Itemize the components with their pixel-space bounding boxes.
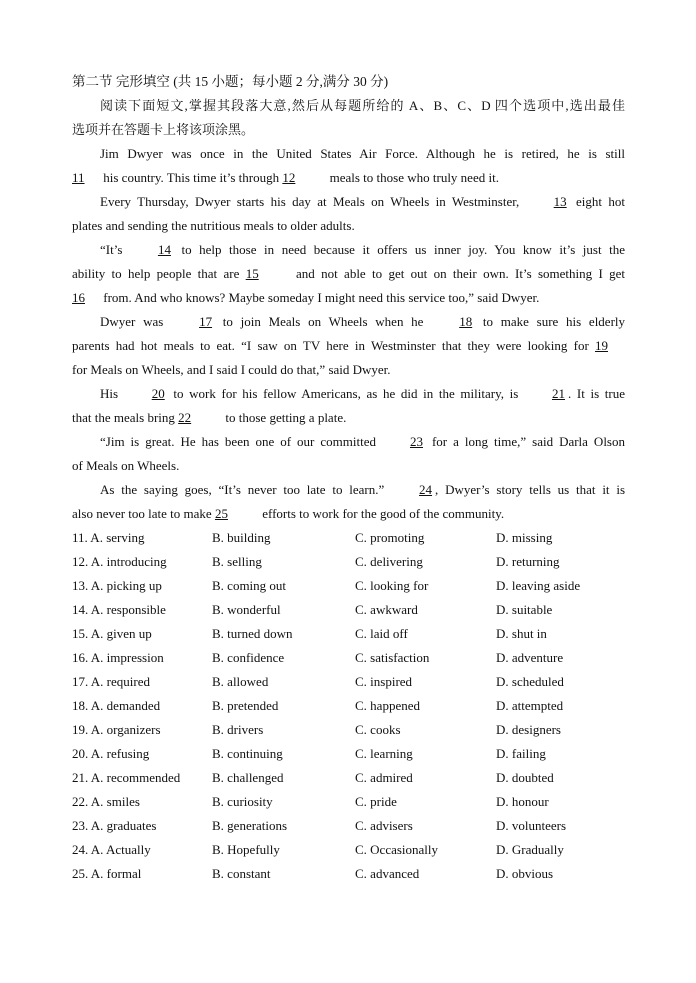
option-d: D. missing <box>496 530 553 545</box>
blank-19: 19 <box>595 338 608 353</box>
paragraph-4-line-1: Dwyer was 17 to join Meals on Wheels when he 18 to make sure his elderly <box>72 310 625 334</box>
option-a: 15. A. given up <box>72 626 152 641</box>
option-c: C. promoting <box>355 530 425 545</box>
blank-12: 12 <box>282 170 296 185</box>
paragraph-5-line-2: that the meals bring 22 to those getting a plate. <box>72 406 625 430</box>
blank-23: 23 <box>409 434 423 449</box>
option-b: B. building <box>212 530 271 545</box>
section-title: 第二节 完形填空 (共 15 小题；每小题 2 分,满分 30 分) <box>72 74 389 89</box>
blank-21: 21 <box>551 386 565 401</box>
option-a: 22. A. smiles <box>72 794 140 809</box>
option-row <box>72 838 625 862</box>
option-b: B. drivers <box>212 722 264 737</box>
option-d: D. designers <box>496 722 561 737</box>
options-list <box>72 526 625 886</box>
option-c: C. inspired <box>355 674 413 689</box>
option-a: 20. A. refusing <box>72 746 150 761</box>
option-row <box>72 646 625 670</box>
option-b: B. Hopefully <box>212 842 280 857</box>
blank-22: 22 <box>178 410 192 425</box>
option-d: D. attempted <box>496 698 564 713</box>
option-a: 13. A. picking up <box>72 578 162 593</box>
option-b: B. confidence <box>212 650 285 665</box>
paragraph-2-line-2: plates and sending the nutritious meals to older adults. <box>72 218 355 233</box>
instruction-line-1: 阅读下面短文,掌握其段落大意,然后从每题所给的 A、B、C、D 四个选项中,选出最佳 <box>100 98 625 113</box>
option-row <box>72 574 625 598</box>
option-a: 16. A. impression <box>72 650 164 665</box>
option-row <box>72 814 625 838</box>
blank-25: 25 <box>214 506 228 521</box>
option-d: D. Gradually <box>496 842 564 857</box>
instruction-line-2: 选项并在答题卡上将该项涂黑。 <box>72 122 255 137</box>
option-b: B. allowed <box>212 674 269 689</box>
option-a: 11. A. serving <box>72 530 145 545</box>
option-d: D. suitable <box>496 602 553 617</box>
option-d: D. returning <box>496 554 560 569</box>
blank-20: 20 <box>151 386 165 401</box>
paragraph-7-line-1: As the saying goes, “It’s never too late to learn.” 24 , Dwyer’s story tells us that it is <box>72 478 625 502</box>
option-c: C. delivering <box>355 554 423 569</box>
option-row <box>72 766 625 790</box>
option-c: C. awkward <box>355 602 418 617</box>
paragraph-3-line-3: 16 from. And who knows? Maybe someday I might need this service too,” said Dwyer. <box>72 286 625 310</box>
cloze-section <box>72 70 625 886</box>
paragraph-7-line-2: also never too late to make 25 efforts to work for the good of the community. <box>72 502 625 526</box>
option-d: D. volunteers <box>496 818 567 833</box>
option-row <box>72 694 625 718</box>
blank-15: 15 <box>245 266 259 281</box>
option-c: C. satisfaction <box>355 650 430 665</box>
option-b: B. wonderful <box>212 602 281 617</box>
option-row <box>72 670 625 694</box>
blank-16: 16 <box>72 290 85 305</box>
option-c: C. advanced <box>355 866 420 881</box>
option-row <box>72 550 625 574</box>
option-a: 23. A. graduates <box>72 818 157 833</box>
option-b: B. challenged <box>212 770 284 785</box>
option-b: B. constant <box>212 866 271 881</box>
paragraph-2-line-1: Every Thursday, Dwyer starts his day at Meals on Wheels in Westminster, 13 eight hot <box>72 190 625 214</box>
option-d: D. obvious <box>496 866 554 881</box>
option-b: B. continuing <box>212 746 283 761</box>
blank-13: 13 <box>553 194 567 209</box>
paragraph-4-line-3: for Meals on Wheels, and I said I could do that,” said Dwyer. <box>72 362 391 377</box>
option-a: 12. A. introducing <box>72 554 167 569</box>
option-c: C. laid off <box>355 626 408 641</box>
option-a: 25. A. formal <box>72 866 142 881</box>
option-c: C. looking for <box>355 578 429 593</box>
option-d: D. doubted <box>496 770 554 785</box>
option-d: D. adventure <box>496 650 564 665</box>
option-a: 19. A. organizers <box>72 722 161 737</box>
option-a: 18. A. demanded <box>72 698 161 713</box>
option-d: D. scheduled <box>496 674 564 689</box>
paragraph-6-line-1: “Jim is great. He has been one of our committed 23 for a long time,” said Darla Olson <box>72 430 625 454</box>
option-row <box>72 598 625 622</box>
option-d: D. leaving aside <box>496 578 581 593</box>
option-c: C. Occasionally <box>355 842 439 857</box>
paragraph-1-line-2: 11 his country. This time it’s through 12 meals to those who truly need it. <box>72 166 625 190</box>
blank-14: 14 <box>157 242 171 257</box>
blank-24: 24 <box>419 482 433 497</box>
option-d: D. honour <box>496 794 549 809</box>
paragraph-6-line-2: of Meals on Wheels. <box>72 458 180 473</box>
option-c: C. learning <box>355 746 413 761</box>
paragraph-4-line-2: parents had hot meals to eat. “I saw on TV here in Westminster that they were looking for 19 <box>72 334 625 358</box>
paragraph-3-line-2: ability to help people that are 15 and not able to get out on their own. It’s something I get <box>72 262 625 286</box>
option-d: D. failing <box>496 746 546 761</box>
paragraph-5-line-1: His 20 to work for his fellow Americans, as he did in the military, is 21 . It is true <box>72 382 625 406</box>
option-b: B. turned down <box>212 626 293 641</box>
option-row <box>72 742 625 766</box>
option-b: B. coming out <box>212 578 287 593</box>
option-b: B. selling <box>212 554 262 569</box>
option-a: 24. A. Actually <box>72 842 151 857</box>
option-a: 21. A. recommended <box>72 770 181 785</box>
option-d: D. shut in <box>496 626 547 641</box>
option-c: C. happened <box>355 698 420 713</box>
option-c: C. cooks <box>355 722 401 737</box>
blank-17: 17 <box>199 314 213 329</box>
option-c: C. advisers <box>355 818 413 833</box>
option-row <box>72 718 625 742</box>
option-c: C. pride <box>355 794 397 809</box>
option-a: 17. A. required <box>72 674 150 689</box>
blank-11: 11 <box>72 170 85 185</box>
option-row <box>72 526 625 550</box>
option-c: C. admired <box>355 770 413 785</box>
option-row <box>72 622 625 646</box>
option-b: B. curiosity <box>212 794 273 809</box>
option-row <box>72 790 625 814</box>
paragraph-3-line-1: “It’s 14 to help those in need because it offers us inner joy. You know it’s just the <box>72 238 625 262</box>
option-a: 14. A. responsible <box>72 602 166 617</box>
option-b: B. pretended <box>212 698 279 713</box>
option-b: B. generations <box>212 818 288 833</box>
option-row <box>72 862 625 886</box>
blank-18: 18 <box>459 314 473 329</box>
paragraph-1-line-1: Jim Dwyer was once in the United States Air Force. Although he is retired, he is still <box>100 146 625 161</box>
